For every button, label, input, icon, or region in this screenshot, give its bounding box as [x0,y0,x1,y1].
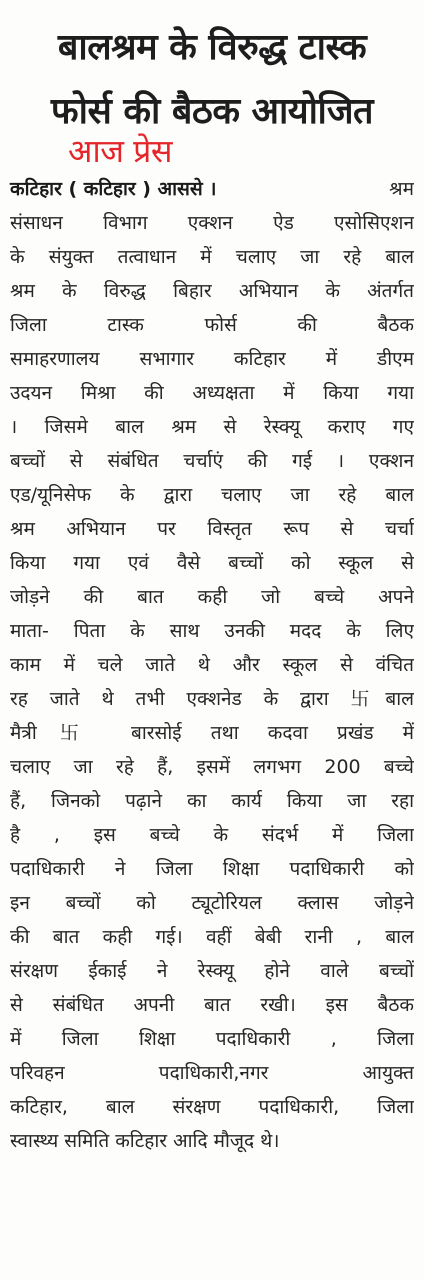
body-line: की बात कही गई। वहीं बेबी रानी , बाल [10,926,414,948]
body-line: उदयन मिश्रा की अध्यक्षता में किया गया [10,382,414,404]
body-line: । जिसमे बाल श्रम से रेस्क्यू कराए गए [10,416,414,438]
body-line: श्रम के विरुद्ध बिहार अभियान के अंतर्गत [10,280,414,302]
body-line: जोड़ने की बात कही जो बच्चे अपने [10,586,414,608]
body-line: इन बच्चों को ट्यूटोरियल क्लास जोड़ने [10,892,414,914]
body-line: चलाए जा रहे हैं, इसमें लगभग 200 बच्चे [10,756,414,778]
body-line: परिवहन पदाधिकारी,नगर आयुक्त [10,1062,414,1084]
body-line: माता- पिता के साथ उनकी मदद के लिए [10,620,414,642]
body-line: संसाधन विभाग एक्शन ऐड एसोसिएशन [10,212,414,234]
body-line: हैं, जिनको पढ़ाने का कार्य किया जा रहा [10,790,414,812]
body-line: श्रम [389,178,414,200]
body-line: रह जाते थे तभी एक्शनेड के द्वारा 卐बाल [10,688,414,710]
headline-line-1: बालश्रम के विरुद्ध टास्क [57,27,367,68]
headline-line-2: फोर्स की बैठक आयोजित [50,91,374,132]
body-line: कटिहार, बाल संरक्षण पदाधिकारी, जिला [10,1096,414,1118]
body-line: एड/यूनिसेफ के द्वारा चलाए जा रहे बाल [10,484,414,506]
body-line: स्वास्थ्य समिति कटिहार आदि मौजूद थे। [10,1130,280,1152]
body-line: किया गया एवं वैसे बच्चों को स्कूल से [10,552,414,574]
body-line: जिला टास्क फोर्स की बैठक [10,314,414,336]
body-line: संरक्षण ईकाई ने रेस्क्यू होने वाले बच्चों [10,960,414,982]
body-line: मैत्री卐 बारसोई तथा कदवा प्रखंड में [10,722,414,744]
body-line: श्रम अभियान पर विस्तृत रूप से चर्चा [10,518,414,540]
body-line: है , इस बच्चे के संदर्भ में जिला [10,824,414,846]
body-line: बच्चों से संबंधित चर्चाएं की गई । एक्शन [10,450,414,472]
body-line: समाहरणालय सभागार कटिहार में डीएम [10,348,414,370]
body-line: में जिला शिक्षा पदाधिकारी , जिला [10,1028,414,1050]
dateline: कटिहार ( कटिहार ) आससे । [10,178,217,200]
body-line: पदाधिकारी ने जिला शिक्षा पदाधिकारी को [10,858,414,880]
body-line: से संबंधित अपनी बात रखी। इस बैठक [10,994,414,1016]
body-line: काम में चले जाते थे और स्कूल से वंचित [10,654,414,676]
body-line: के संयुक्त तत्वाधान में चलाए जा रहे बाल [10,246,414,268]
press-stamp: आज प्रेस [68,132,172,170]
